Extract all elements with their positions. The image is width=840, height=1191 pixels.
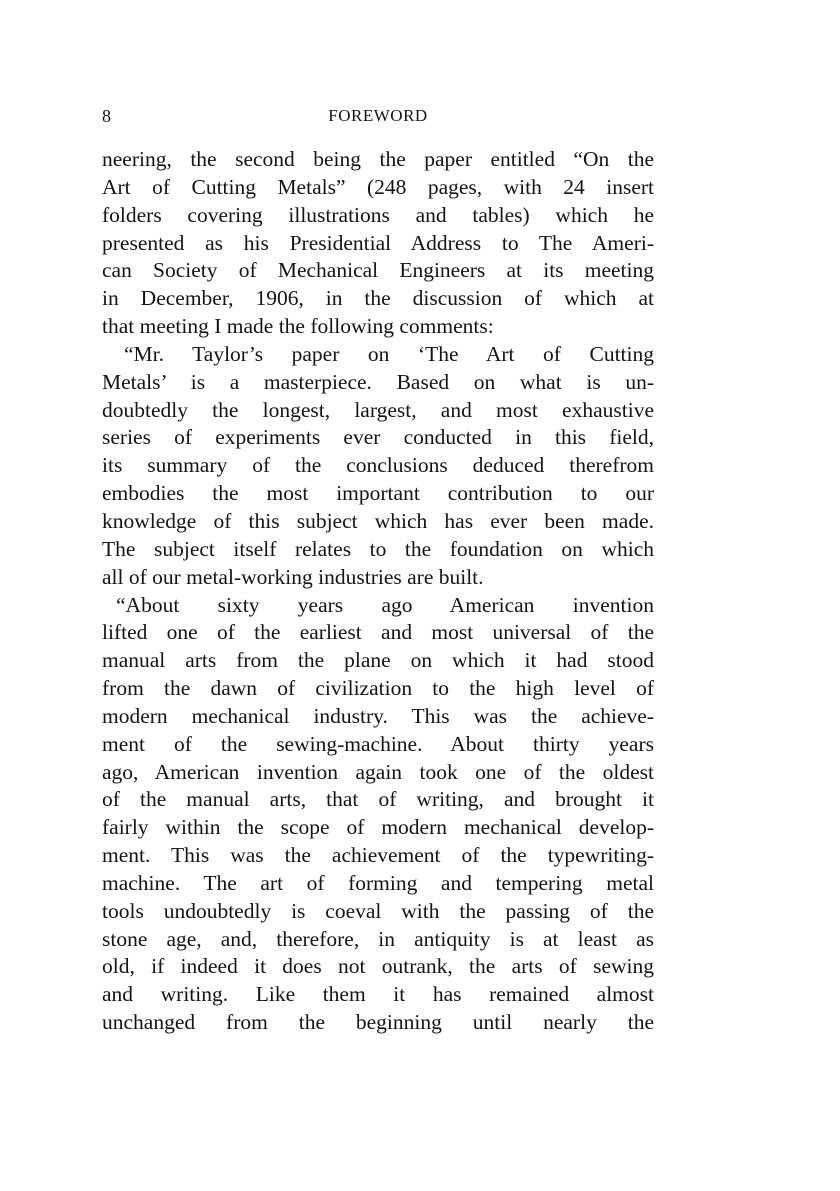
text-line: Art of Cutting Metals” (248 pages, with 24 insert [102, 174, 654, 199]
text-line: knowledge of this subject which has ever been made. [102, 508, 654, 533]
text-line: series of experiments ever conducted in this field, [102, 425, 654, 450]
body-text [102, 146, 654, 1037]
text-line: old, if indeed it does not outrank, the arts of sewing [102, 954, 654, 979]
text-line: “About sixty years ago American invention [116, 592, 654, 617]
text-line: modern mechanical industry. This was the achieve- [102, 703, 654, 728]
text-line: its summary of the conclusions deduced therefrom [102, 453, 654, 478]
text-line: ago, American invention again took one of the oldest [102, 759, 654, 784]
text-line: “Mr. Taylor’s paper on ‘The Art of Cutting [124, 341, 654, 366]
text-line: presented as his Presidential Address to The Ameri- [102, 230, 654, 255]
text-line: machine. The art of forming and tempering metal [102, 870, 654, 895]
text-line: The subject itself relates to the foundation on which [102, 536, 654, 561]
text-line: doubtedly the longest, largest, and most exhaustive [102, 397, 654, 422]
page-number: 8 [102, 106, 111, 126]
text-line: lifted one of the earliest and most universal of the [102, 620, 654, 645]
text-line: that meeting I made the following comments: [102, 314, 494, 339]
text-line: ment. This was the achievement of the typewriting- [102, 843, 654, 868]
text-line: tools undoubtedly is coeval with the passing of the [102, 898, 654, 923]
text-line: Metals’ is a masterpiece. Based on what is un- [102, 369, 654, 394]
text-line: folders covering illustrations and tables) which he [102, 202, 654, 227]
text-line: manual arts from the plane on which it had stood [102, 648, 654, 673]
text-line: and writing. Like them it has remained almost [102, 982, 654, 1007]
text-line: from the dawn of civilization to the high level of [102, 676, 654, 701]
text-line: neering, the second being the paper entitled “On the [102, 147, 654, 171]
text-line: of the manual arts, that of writing, and brought it [102, 787, 654, 812]
text-line: in December, 1906, in the discussion of which at [102, 286, 654, 311]
page-header [102, 103, 654, 129]
text-line: fairly within the scope of modern mechanical develop- [102, 815, 654, 840]
text-line: ment of the sewing-machine. About thirty years [102, 731, 654, 756]
text-line: embodies the most important contribution to our [102, 481, 654, 506]
text-line: can Society of Mechanical Engineers at its meeting [102, 258, 654, 283]
text-line: all of our metal-working industries are built. [102, 564, 484, 589]
text-line: stone age, and, therefore, in antiquity is at least as [102, 926, 654, 951]
running-title: FOREWORD [328, 106, 428, 125]
text-line: unchanged from the beginning until nearly the [102, 1010, 654, 1035]
